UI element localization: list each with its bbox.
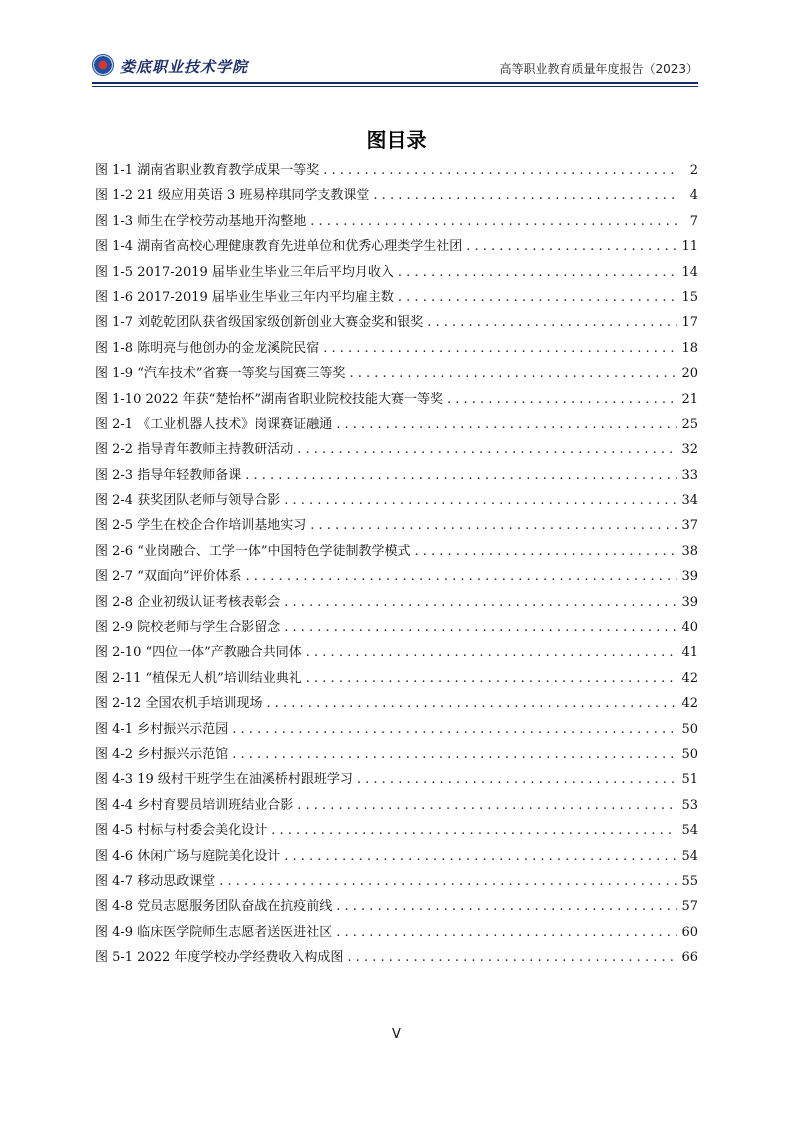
toc-entry-label: 图 1-6 2017-2019 届毕业生毕业三年内平均雇主数 (95, 289, 394, 305)
toc-entry-page: 39 (681, 569, 698, 585)
toc-entry[interactable] (95, 362, 698, 387)
toc-entry-label: 图 1-9 “汽车技术”省赛一等奖与国赛三等奖 (95, 366, 346, 382)
toc-entry-label: 图 4-6 休闲广场与庭院美化设计 (95, 848, 281, 864)
toc-entry[interactable] (95, 286, 698, 311)
toc-dot-leader (284, 595, 677, 610)
toc-dot-leader (415, 544, 678, 559)
toc-entry[interactable] (95, 184, 698, 209)
toc-entry-page: 40 (681, 620, 698, 636)
toc-entry-page: 57 (681, 899, 698, 915)
toc-entry-page: 50 (681, 746, 698, 762)
toc-entry-label: 图 2-5 学生在校企合作培训基地实习 (95, 518, 307, 534)
toc-dot-leader (466, 239, 677, 254)
school-logo-icon (92, 54, 114, 76)
toc-entry-page: 18 (681, 340, 698, 356)
toc-entry-page: 17 (681, 315, 698, 331)
toc-dot-leader (336, 925, 677, 940)
toc-entry-page: 37 (681, 518, 698, 534)
toc-entry-label: 图 2-11 “植保无人机”培训结业典礼 (95, 670, 302, 686)
toc-entry-page: 25 (681, 416, 698, 432)
toc-dot-leader (266, 696, 677, 711)
toc-entry-label: 图 4-3 19 级村干班学生在油溪桥村跟班学习 (95, 772, 353, 788)
toc-entry-label: 图 2-1 《工业机器人技术》岗课赛证融通 (95, 416, 333, 432)
toc-entry-page: 15 (681, 289, 698, 305)
toc-entry-label: 图 4-4 乡村育婴员培训班结业合影 (95, 797, 294, 813)
toc-dot-leader (310, 214, 680, 229)
toc-entry[interactable] (95, 540, 698, 565)
toc-dot-leader (350, 366, 678, 381)
toc-entry-page: 60 (681, 924, 698, 940)
toc-dot-leader (373, 188, 680, 203)
toc-entry[interactable] (95, 514, 698, 539)
toc-entry[interactable] (95, 641, 698, 666)
toc-entry-page: 53 (681, 797, 698, 813)
toc-entry-page: 51 (681, 772, 698, 788)
toc-entry-label: 图 2-12 全国农机手培训现场 (95, 696, 263, 712)
toc-entry-label: 图 4-2 乡村振兴示范馆 (95, 746, 229, 762)
toc-entry[interactable] (95, 616, 698, 641)
toc-entry-label: 图 4-5 村标与村委会美化设计 (95, 823, 268, 839)
toc-entry-label: 图 1-3 师生在学校劳动基地开沟整地 (95, 213, 307, 229)
toc-entry-label: 图 2-3 指导年轻教师备课 (95, 467, 242, 483)
toc-dot-leader (336, 417, 677, 432)
toc-entry[interactable] (95, 413, 698, 438)
toc-dot-leader (427, 315, 677, 330)
toc-dot-leader (310, 518, 677, 533)
header-rule-thick (92, 82, 698, 84)
toc-entry[interactable] (95, 489, 698, 514)
toc-entry-label: 图 1-1 湖南省职业教育教学成果一等奖 (95, 163, 320, 178)
toc-dot-leader (357, 772, 678, 787)
toc-entry-page: 38 (681, 543, 698, 559)
toc-entry-label: 图 4-1 乡村振兴示范园 (95, 721, 229, 737)
toc-entry[interactable] (95, 743, 698, 768)
toc-entry[interactable] (95, 921, 698, 946)
toc-entry[interactable] (95, 261, 698, 286)
toc-entry[interactable] (95, 946, 698, 971)
toc-entry[interactable] (95, 210, 698, 235)
toc-entry-page: 34 (681, 493, 698, 509)
toc-entry-label: 图 1-7 刘乾乾团队获省级国家级创新创业大赛金奖和银奖 (95, 315, 424, 331)
toc-entry-page: 20 (681, 366, 698, 382)
toc-entry-page: 33 (681, 467, 698, 483)
toc-entry[interactable] (95, 311, 698, 336)
toc-entry-label: 图 2-9 院校老师与学生合影留念 (95, 620, 281, 636)
toc-dot-leader (306, 645, 678, 660)
report-title: 高等职业教育质量年度报告（2023） (499, 62, 698, 76)
toc-entry-label: 图 4-8 党员志愿服务团队奋战在抗疫前线 (95, 899, 333, 915)
toc-entry-label: 图 1-10 2022 年获“楚怡杯”湖南省职业院校技能大赛一等奖 (95, 391, 443, 407)
toc-entry-page: 42 (681, 696, 698, 712)
toc-entry[interactable] (95, 794, 698, 819)
toc-dot-leader (245, 468, 677, 483)
toc-entry-label: 图 2-7 “双面向”评价体系 (95, 569, 242, 585)
toc-entry-page: 41 (681, 645, 698, 661)
toc-dot-leader (232, 747, 677, 762)
toc-entry-label: 图 1-8 陈明亮与他创办的金龙溪院民宿 (95, 340, 320, 356)
toc-entry-label: 图 2-4 获奖团队老师与领导合影 (95, 493, 281, 509)
toc-dot-leader (347, 950, 677, 965)
toc-dot-leader (297, 798, 677, 813)
toc-entry-page: 42 (681, 670, 698, 686)
toc-dot-leader (219, 874, 677, 889)
toc-entry[interactable] (95, 895, 698, 920)
toc-entry[interactable] (95, 388, 698, 413)
toc-entry[interactable] (95, 768, 698, 793)
page-header (92, 52, 698, 82)
toc-entry[interactable] (95, 692, 698, 717)
toc-entry-label: 图 1-2 21 级应用英语 3 班易梓琪同学支教课堂 (95, 188, 370, 204)
toc-dot-leader (246, 569, 678, 584)
toc-entry-page: 54 (681, 823, 698, 839)
toc-entry-label: 图 5-1 2022 年度学校办学经费收入构成图 (95, 950, 344, 966)
toc-entry[interactable] (95, 438, 698, 463)
toc-entry-page: 55 (681, 873, 698, 889)
toc-dot-leader (398, 265, 678, 280)
toc-dot-leader (271, 823, 677, 838)
toc-entry[interactable] (95, 819, 698, 844)
toc-dot-leader (284, 620, 677, 635)
toc-entry-page: 54 (681, 848, 698, 864)
figure-list (95, 159, 698, 972)
page-title: 图目录 (366, 128, 427, 152)
toc-entry-label: 图 1-5 2017-2019 届毕业生毕业三年后平均月收入 (95, 264, 394, 280)
toc-entry-page: 66 (681, 950, 698, 966)
toc-dot-leader (306, 671, 678, 686)
toc-dot-leader (284, 849, 677, 864)
toc-dot-leader (232, 722, 677, 737)
toc-entry[interactable] (95, 159, 698, 184)
toc-dot-leader (336, 899, 677, 914)
toc-entry-label: 图 4-9 临床医学院师生志愿者送医进社区 (95, 924, 333, 940)
toc-entry-page: 32 (681, 442, 698, 458)
toc-dot-leader (323, 341, 677, 356)
toc-entry-label: 图 2-8 企业初级认证考核表彰会 (95, 594, 281, 610)
toc-entry-page: 4 (689, 188, 698, 204)
toc-entry-page: 50 (681, 721, 698, 737)
toc-entry[interactable] (95, 591, 698, 616)
toc-entry[interactable] (95, 845, 698, 870)
toc-entry[interactable] (95, 870, 698, 895)
toc-dot-leader (398, 290, 678, 305)
toc-entry-page: 14 (681, 264, 698, 280)
toc-entry[interactable] (95, 464, 698, 489)
header-rule-thin (92, 86, 698, 87)
toc-entry[interactable] (95, 235, 698, 260)
toc-entry-page: 11 (681, 239, 698, 255)
toc-entry-page: 39 (681, 594, 698, 610)
toc-entry-label: 图 2-6 “业岗融合、工学一体”中国特色学徒制教学模式 (95, 543, 411, 559)
school-name: 娄底职业技术学院 (120, 58, 249, 76)
page-number: V (392, 1027, 401, 1042)
toc-entry-page: 2 (689, 163, 698, 178)
toc-entry-page: 21 (681, 391, 698, 407)
toc-entry-label: 图 1-4 湖南省高校心理健康教育先进单位和优秀心理类学生社团 (95, 239, 463, 255)
toc-entry[interactable] (95, 667, 698, 692)
toc-dot-leader (323, 163, 680, 178)
toc-entry[interactable] (95, 337, 698, 362)
toc-entry-label: 图 2-2 指导青年教师主持教研活动 (95, 442, 294, 458)
toc-entry-label: 图 4-7 移动思政课堂 (95, 873, 216, 889)
toc-dot-leader (284, 493, 677, 508)
toc-entry-label: 图 2-10 “四位一体”产教融合共同体 (95, 645, 302, 661)
toc-entry-page: 7 (689, 213, 698, 229)
toc-dot-leader (297, 442, 677, 457)
toc-dot-leader (447, 392, 677, 407)
toc-entry[interactable] (95, 565, 698, 590)
toc-entry[interactable] (95, 718, 698, 743)
